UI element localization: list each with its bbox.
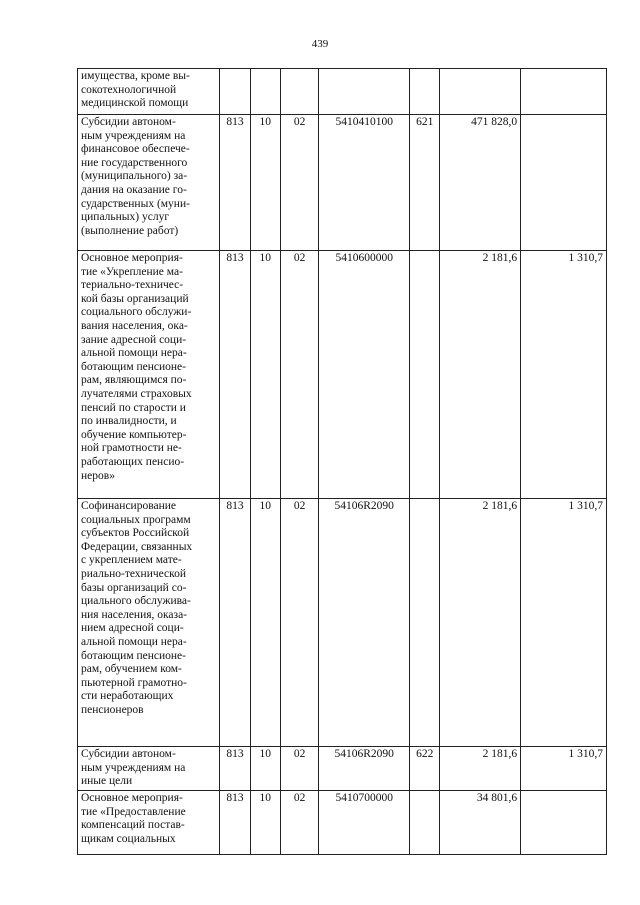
expense-type-cell <box>410 499 440 747</box>
section-code-cell: 10 <box>250 251 280 499</box>
target-article-cell: 5410600000 <box>319 251 410 499</box>
target-article-cell: 5410410100 <box>319 115 410 251</box>
expense-type-cell: 621 <box>410 115 440 251</box>
subsection-code-cell <box>280 69 318 115</box>
expense-type-cell: 622 <box>410 747 440 791</box>
target-article-cell: 5410700000 <box>319 791 410 855</box>
subsection-code-cell: 02 <box>280 499 318 747</box>
amount-2-cell: 1 310,7 <box>521 251 607 499</box>
subsection-code-cell: 02 <box>280 791 318 855</box>
amount-1-cell: 2 181,6 <box>440 747 521 791</box>
subsection-code-cell: 02 <box>280 251 318 499</box>
expense-type-cell <box>410 791 440 855</box>
row-name-cell: Субсидии автоном- ным учреждениям на иные цели <box>78 747 220 791</box>
row-name-cell: Основное мероприя- тие «Укрепление ма- териально-техничес- кой базы организаций социального обслужи- вания населения, ока- зание адресной соци- альной помощи нера- ботающим пенсионе- рам, являющимся по- лучателями страховых пенсий по старости и по инвалидности, и обучение компьютер- ной грамотности не- работающих пенсио- неров» <box>78 251 220 499</box>
table-row <box>78 499 607 747</box>
budget-table-body <box>78 69 607 855</box>
section-code-cell: 10 <box>250 791 280 855</box>
section-code-cell <box>250 69 280 115</box>
table-row <box>78 115 607 251</box>
subsection-code-cell: 02 <box>280 747 318 791</box>
section-code-cell: 10 <box>250 499 280 747</box>
table-row <box>78 747 607 791</box>
table-row <box>78 251 607 499</box>
expense-type-cell <box>410 69 440 115</box>
target-article-cell: 54106R2090 <box>319 499 410 747</box>
ministry-code-cell: 813 <box>220 499 250 747</box>
expense-type-cell <box>410 251 440 499</box>
row-name-cell: Софинансирование социальных программ субъектов Российской Федерации, связанных с укреплением мате- риально-технической базы организаций со- циального обслужива- ния населения, оказа- нием адресной соци- альной помощи нера- ботающим пенсионе- рам, обучением ком- пьютерной грамотно- сти неработающих пенсионеров <box>78 499 220 747</box>
amount-1-cell: 2 181,6 <box>440 251 521 499</box>
page-number: 439 <box>311 38 329 50</box>
ministry-code-cell <box>220 69 250 115</box>
amount-2-cell <box>521 69 607 115</box>
target-article-cell <box>319 69 410 115</box>
row-name-cell: имущества, кроме вы- сокотехнологичной медицинской помощи <box>78 69 220 115</box>
amount-1-cell <box>440 69 521 115</box>
budget-table <box>77 68 607 855</box>
target-article-cell: 54106R2090 <box>319 747 410 791</box>
section-code-cell: 10 <box>250 115 280 251</box>
row-name-cell: Основное мероприя- тие «Предоставление компенсаций постав- щикам социальных <box>78 791 220 855</box>
amount-2-cell: 1 310,7 <box>521 499 607 747</box>
ministry-code-cell: 813 <box>220 251 250 499</box>
amount-2-cell: 1 310,7 <box>521 747 607 791</box>
amount-1-cell: 34 801,6 <box>440 791 521 855</box>
ministry-code-cell: 813 <box>220 115 250 251</box>
amount-2-cell <box>521 791 607 855</box>
section-code-cell: 10 <box>250 747 280 791</box>
amount-2-cell <box>521 115 607 251</box>
table-row <box>78 791 607 855</box>
row-name-cell: Субсидии автоном- ным учреждениям на финансовое обеспече- ние государственного (муниципального) за- дания на оказание го- сударственных (муни- ципальных) услуг (выполнение работ) <box>78 115 220 251</box>
amount-1-cell: 2 181,6 <box>440 499 521 747</box>
amount-1-cell: 471 828,0 <box>440 115 521 251</box>
ministry-code-cell: 813 <box>220 747 250 791</box>
table-row <box>78 69 607 115</box>
subsection-code-cell: 02 <box>280 115 318 251</box>
ministry-code-cell: 813 <box>220 791 250 855</box>
